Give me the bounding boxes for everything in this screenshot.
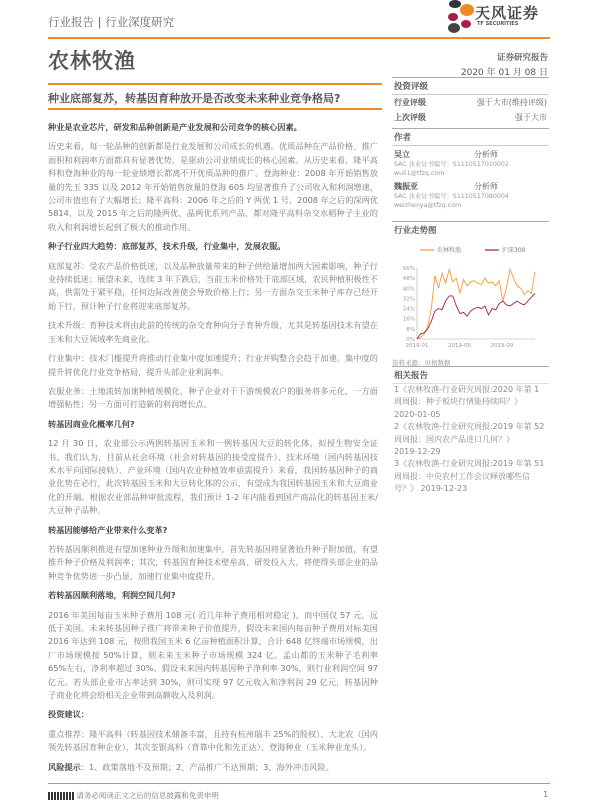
rating-value: 强于大市 xyxy=(515,113,547,122)
report-subtype: 行业深度研究 xyxy=(105,15,175,29)
rating-row xyxy=(392,95,549,110)
risk-text: ：1、政策落地不及预期；2、产品推广不达预期；3、海外冲击风险。 xyxy=(80,761,334,772)
trend-section xyxy=(392,221,549,367)
y-tick-label: 32% xyxy=(402,296,415,303)
related-date: 2020-01-05 xyxy=(394,409,441,419)
rating-label: 上次评级 xyxy=(394,113,426,122)
authors-section xyxy=(392,128,549,210)
y-tick-label: 0% xyxy=(406,337,415,343)
related-title[interactable]: 1《农林牧渔-行业研究周报:2020 年第 1 周周报：种子板块行情能持续吗？》 xyxy=(394,385,540,407)
authors-heading: 作者 xyxy=(392,128,549,146)
qr-code-icon xyxy=(48,792,74,800)
related-title[interactable]: 2《农林牧渔-行业研究周报:2019 年第 52 周周报：国内农产品进口几何？》 xyxy=(394,422,545,444)
author-email[interactable]: weizhenya@tfzq.com xyxy=(394,202,462,209)
related-heading: 相关报告 xyxy=(392,366,549,384)
section-heading: 转基因能够给产业带来什么变革? xyxy=(48,524,168,535)
rating-row xyxy=(392,110,549,125)
doc-type: 证券研究报告 xyxy=(496,53,548,63)
x-tick-label: 2019-01 xyxy=(405,343,429,349)
chart-source: 资料来源：贝格数据 xyxy=(392,359,451,367)
logo-mark-icon xyxy=(445,0,475,34)
paragraph: 农服业务：土地流转加速种植规模化，种子企业对于下游规模农户的服务将多元化，一方面增强粘性；另一方面可打造新的利润增长点。 xyxy=(48,385,378,410)
disclaimer: 请务必阅读正文之后的信息披露和免责申明 xyxy=(76,791,219,800)
page-title: 农林牧渔 xyxy=(48,49,136,73)
author-role: 分析师 xyxy=(474,150,498,159)
author-role: 分析师 xyxy=(474,182,498,191)
paragraph: 行业集中：技术门槛提升将推动行业集中度加速提升；行业并购整合会趋于加速。集中度的提升将优化行业竞争格局，提升头部企业利润率。 xyxy=(48,353,378,377)
risk-label: 风险提示 xyxy=(48,761,81,772)
related-report[interactable] xyxy=(392,421,549,458)
tf-securities-logo xyxy=(445,0,555,34)
author-name: 吴立 xyxy=(394,150,410,159)
y-tick-label: 56% xyxy=(402,266,415,272)
y-tick-label: 48% xyxy=(402,276,415,283)
report-type xyxy=(48,14,174,30)
logo-text: 天风证券 xyxy=(475,4,540,22)
risk-paragraph xyxy=(48,761,378,774)
related-date: 2019-12-23 xyxy=(420,484,468,494)
subtitle: 种业底部复苏，转基因育种放开是否改变未来种业竞争格局? xyxy=(48,92,341,105)
rating-label: 行业评级 xyxy=(394,98,426,107)
related-report[interactable] xyxy=(392,458,549,495)
body-text xyxy=(48,121,378,780)
y-tick-label: 40% xyxy=(402,286,415,293)
author-email[interactable]: wuli1@tfzq.com xyxy=(394,170,445,177)
section-heading: 投资建议： xyxy=(48,709,89,720)
trend-heading: 行业走势图 xyxy=(392,221,549,238)
report-date: 2020 年 01 月 08 日 xyxy=(460,68,548,78)
y-tick-label: 16% xyxy=(402,316,415,323)
series-line-hs300 xyxy=(417,293,535,339)
header-divider xyxy=(48,37,550,39)
legend-label: 农林牧渔 xyxy=(437,247,462,254)
legend-label: 沪深300 xyxy=(502,247,526,254)
paragraph: 重点推荐：隆平高科（转基因技术储备丰富，且持有杭州瑞丰 25%的股权）、大北农（国内领先转基因育种企业），其次荃银高科（背靠中化和先正达）、登海种业（玉米种业龙头）。 xyxy=(48,728,378,753)
paragraph: 12 月 30 日，农业部公示两例转基因玉米和一例转基因大豆的转化体，拟授生物安全证书。我们认为，目前从社会环境（社会对转基因的接受度提升）、技术环境（国内转基因技术水平向国际接轨）、产业环境（国内农业种植效率亟需提升）来看，我国转基因种子的商业化势在必行，此次转基因玉米和大豆转化体的公示，有望成为我国转基因玉米和大豆商业化的开端。根据农业部品种审批流程，我们预计 1-2 年内能看到国产商品化的转基因玉米/大豆种子品种。 xyxy=(48,438,378,516)
related-title[interactable]: 3《农林牧渔-行业研究周报:2019 年第 51 周周报：中央农村工作会议释放哪些信号？》 xyxy=(394,459,545,494)
related-report[interactable] xyxy=(392,384,549,421)
x-tick-label: 2019-09 xyxy=(490,343,514,349)
subtitle-top-rule xyxy=(48,83,382,85)
y-tick-label: 24% xyxy=(402,306,415,313)
logo-subtext: TF SECURITIES xyxy=(477,21,519,27)
separator: | xyxy=(97,15,102,29)
series-line-agri xyxy=(417,269,535,339)
paragraph: 底部复苏：受农产品价格低迷，以及品种放量带来的种子供给量增加两大因素影响，种子行业持续低迷；展望未来，连续 3 年下跌后，当前玉米价格处于底部区域，农民种植积极性不高，供需处于紧平稳，任何边际改善使会导致价格上行；另一方面杂交玉米种子库存已经开始下行，预计种子行业将迎来底部复苏。 xyxy=(48,260,378,311)
author xyxy=(392,149,549,178)
rating-section xyxy=(392,77,549,125)
author xyxy=(392,181,549,210)
report-type-label: 行业报告 xyxy=(48,15,94,29)
paragraph: 若转基因顺利推进有望加速种业升级和加速集中。首先转基因将显著抬升种子附加值，有望推升种子价格及利润率；其次，转基因育种技术壁垒高、研发投入大，将使得头部企业的品种竞争优势进一步凸显，加速行业集中度提升。 xyxy=(48,543,378,581)
paragraph: 2016 年美国每亩玉米种子费用 108 元( 近几年种子费用相对稳定 )，而中国仅 57 元，远低于美国。未来转基因种子推广将带来种子价值提升，假设未来国内每亩种子费用对标美国 2016 年达到 108 元，按照我国玉米 6 亿亩种植面积计算，合计 648 亿终端市场规模，出厂市场规模按 50%计算，则未来玉米种子市场规模 324 亿。孟山都的玉米种子毛利率 65%左右，净利率超过 30%。假设未来国内转基因种子净利率 30%，则行业利润空间 97 亿元。若头部企业市占率达到 30%，则可实现 97 亿元收入和净利润 29 亿元，转基因种子商业化将会给相关企业带到高额收入及利润。 xyxy=(48,609,378,701)
y-tick-label: 8% xyxy=(406,326,415,333)
footer-divider xyxy=(48,783,550,784)
section-heading: 种业是农业芯片，研发和品种创新是产业发展和公司竞争的核心因素。 xyxy=(48,122,302,132)
page-number: 1 xyxy=(543,790,548,799)
related-section xyxy=(392,366,549,496)
author-name: 魏振亚 xyxy=(394,182,418,191)
author-sac: SAC 执业证书编号：S1110517080004 xyxy=(394,193,509,200)
section-heading: 转基因商业化概率几何? xyxy=(48,418,135,429)
footer xyxy=(48,790,219,801)
section-heading: 种子行业四大趋势：底部复苏，技术升级，行业集中，发展农服。 xyxy=(48,241,286,252)
industry-trend-chart xyxy=(392,238,549,353)
paragraph: 技术升级：育种技术将由此前的传统的杂交育种向分子育种升级，尤其是转基因技术有望在玉米和大豆领域率先商业化。 xyxy=(48,320,378,344)
section-heading: 若转基因顺利落地，利润空间几何? xyxy=(48,590,176,601)
rating-value: 强于大市(维持评级) xyxy=(476,98,547,107)
rating-heading: 投资评级 xyxy=(392,77,549,95)
subtitle-bottom-rule xyxy=(48,108,382,110)
author-sac: SAC 执业证书编号：S1110517010002 xyxy=(394,161,509,168)
related-date: 2019-12-29 xyxy=(394,447,441,457)
x-tick-label: 2019-05 xyxy=(447,343,471,349)
paragraph: 历史来看，每一轮品种的创新都是行业发展和公司成长的机遇。优质品种在产品价格、推广面积和利润率方面都具有显著优势，是驱动公司业绩成长的核心因素。从历史来看，隆平高科和登海种业的每一轮业绩增长都离不开优质品种的推广。登海种业：2008 年开始销售放量的先玉 335 以及 2012 年开始销售放量的登海 605 均显著推升了公司收入和利润增速，公司市值也有了大幅增长；隆平高科：2006 年之后的 Y 两优 1 号，2008 年之后的深两优 5814，以及 2015 年之后的隆两优、晶两优系列产品，都对隆平高科杂交水稻种子主业的收入和利润增长起到了极大的推动作用。 xyxy=(48,141,378,232)
